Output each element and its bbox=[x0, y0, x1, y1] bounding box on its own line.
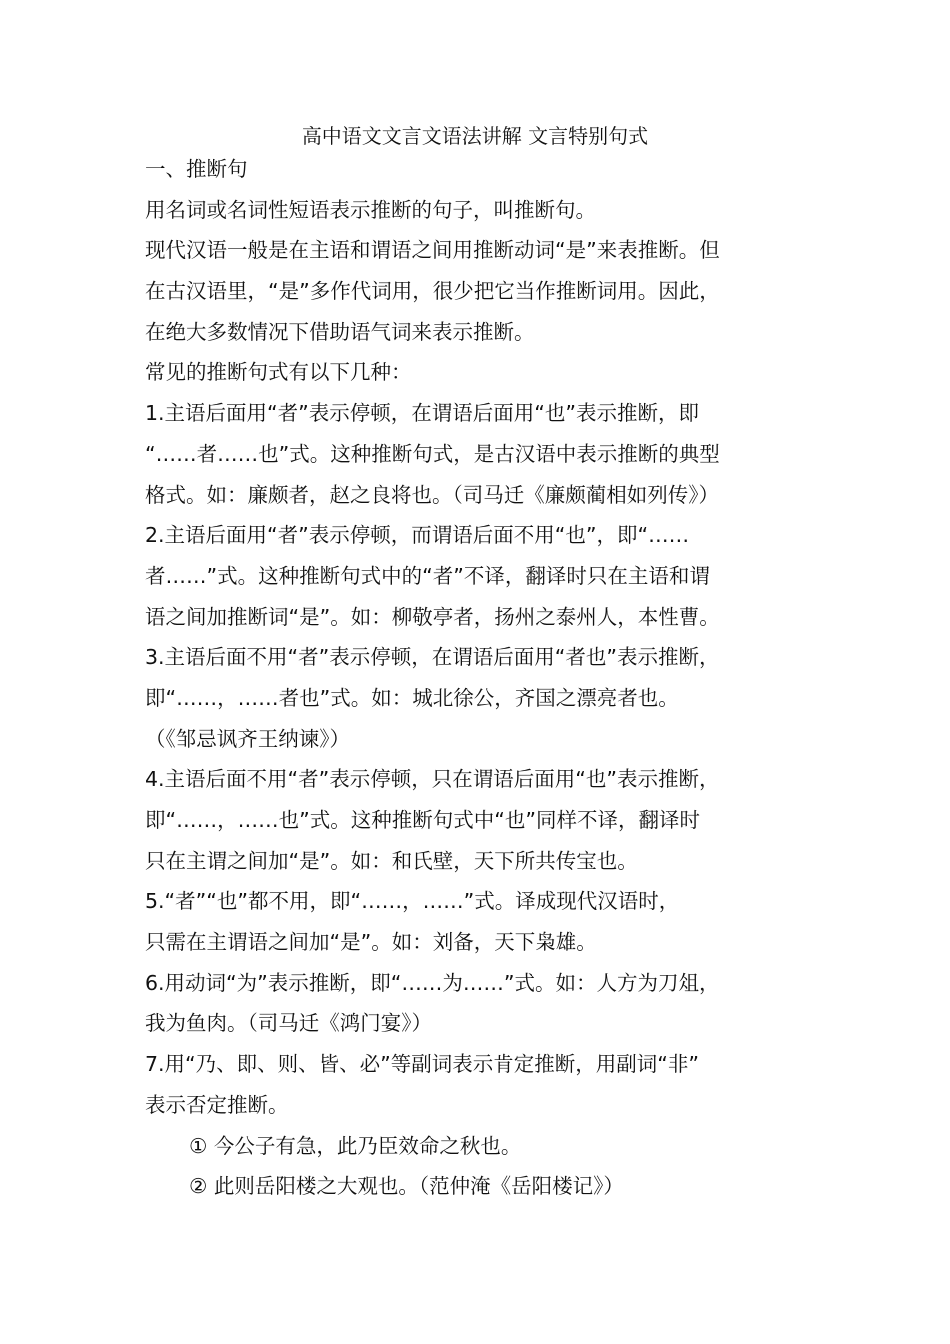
document-body bbox=[145, 149, 815, 1207]
paragraph-line: 现代汉语一般是在主语和谓语之间用推断动词“是”来表推断。但 bbox=[145, 238, 720, 263]
list-item-2-line: 者……”式。这种推断句式中的“者”不译，翻译时只在主语和谓 bbox=[145, 563, 710, 588]
list-item-4-line: 即“……，……也”式。这种推断句式中“也”同样不译，翻译时 bbox=[145, 808, 700, 832]
list-item-4-line: 4.主语后面不用“者”表示停顿，只在谓语后面用“也”表示推断， bbox=[145, 767, 720, 792]
list-item-3-line: （《邹忌讽齐王纳谏》） bbox=[145, 726, 350, 751]
list-item-6-line: 我为鱼肉。（司马迁《鸿门宴》） bbox=[145, 1011, 432, 1036]
paragraph-line: 在古汉语里，“是”多作代词用，很少把它当作推断词用。因此， bbox=[145, 279, 720, 304]
list-item-4-line: 只在主谓之间加“是”。如：和氏壁，天下所共传宝也。 bbox=[145, 848, 638, 873]
list-item-2-line: 语之间加推断词“是”。如：柳敬亭者，扬州之泰州人，本性曹。 bbox=[145, 604, 720, 629]
paragraph-line: 用名词或名词性短语表示推断的句子，叫推断句。 bbox=[145, 197, 596, 222]
list-item-6-line: 6.用动词“为”表示推断，即“……为……”式。如：人方为刀俎， bbox=[145, 970, 720, 995]
example-line: ① 今公子有急，此乃臣效命之秋也。 bbox=[189, 1133, 522, 1158]
paragraph-line: 常见的推断句式有以下几种： bbox=[145, 360, 412, 385]
list-item-7-line: 7.用“乃、即、则、皆、必”等副词表示肯定推断，用副词“非” bbox=[145, 1052, 700, 1077]
example-line: ② 此则岳阳楼之大观也。（范仲淹《岳阳楼记》） bbox=[189, 1174, 624, 1199]
section-heading: 一、推断句 bbox=[145, 157, 248, 181]
paragraph-line: 在绝大多数情况下借助语气词来表示推断。 bbox=[145, 319, 535, 344]
list-item-1-line: “……者……也”式。这种推断句式，是古汉语中表示推断的典型 bbox=[145, 441, 720, 466]
document-title: 高中语文文言文语法讲解 文言特别句式 bbox=[301, 124, 649, 148]
list-item-5-line: 5.“者”“也”都不用，即“……，……”式。译成现代汉语时， bbox=[145, 889, 680, 914]
list-item-1-line: 格式。如：廉颇者，赵之良将也。（司马迁《廉颇蔺相如列传》） bbox=[145, 482, 719, 507]
list-item-3-line: 3.主语后面不用“者”表示停顿，在谓语后面用“者也”表示推断， bbox=[145, 645, 720, 670]
list-item-7-line: 表示否定推断。 bbox=[145, 1092, 289, 1117]
list-item-2-line: 2.主语后面用“者”表示停顿，而谓语后面不用“也”，即“…… bbox=[145, 523, 690, 548]
list-item-1-line: 1.主语后面用“者”表示停顿，在谓语后面用“也”表示推断，即 bbox=[145, 401, 700, 426]
list-item-5-line: 只需在主谓语之间加“是”。如：刘备，天下枭雄。 bbox=[145, 930, 597, 955]
list-item-3-line: 即“……，……者也”式。如：城北徐公，齐国之漂亮者也。 bbox=[145, 685, 679, 710]
